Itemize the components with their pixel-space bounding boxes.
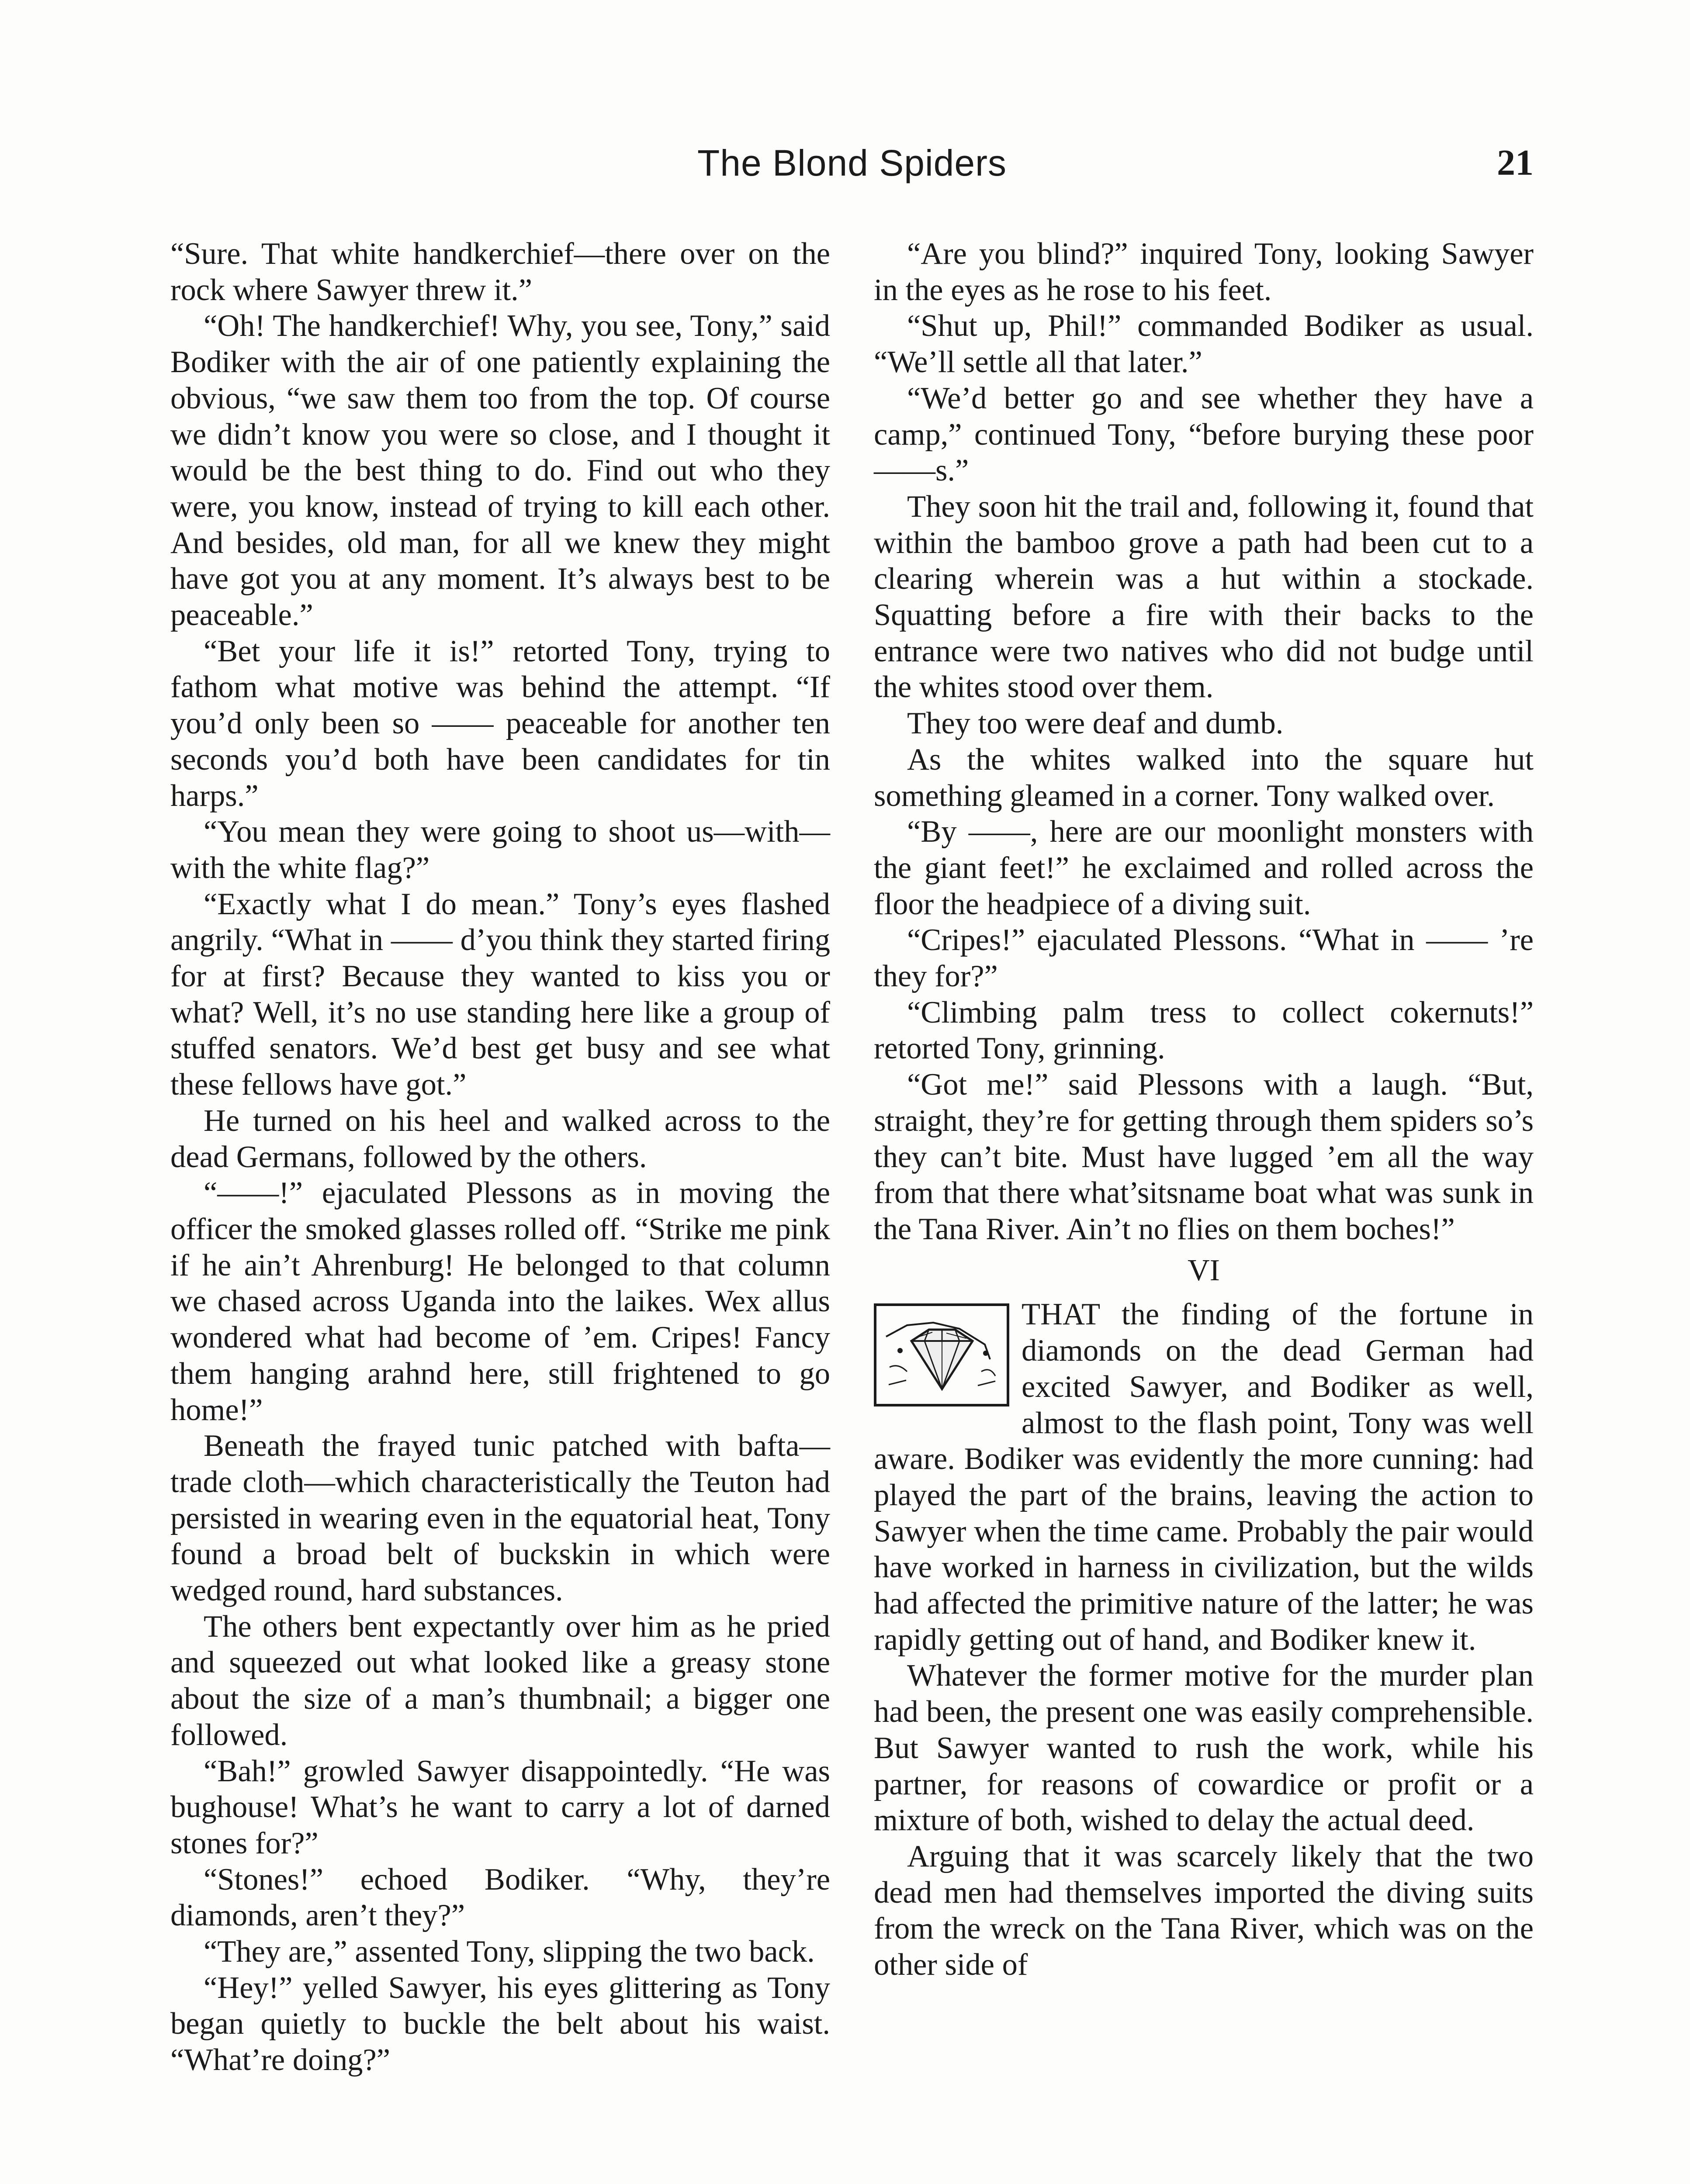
left-column — [170, 236, 830, 2078]
paragraph: “By ——, here are our moonlight monsters with the giant feet!” he exclaimed and rolled across the floor the headpiece of a diving suit. — [874, 815, 1534, 921]
paragraph: Arguing that it was scarcely likely that the two dead men had themselves imported the diving suits from the wreck on the Tana River, which was on the other side of — [874, 1839, 1534, 1982]
paragraph: “Cripes!” ejaculated Plessons. “What in —— ’re they for?” — [874, 923, 1534, 994]
dropcap-paragraph — [874, 1296, 1534, 1658]
paragraph: “Are you blind?” inquired Tony, looking Sawyer in the eyes as he rose to his feet. — [874, 237, 1534, 307]
paragraph: “Exactly what I do mean.” Tony’s eyes flashed angrily. “What in —— d’you think they started firing for at first? Because they wanted to kiss you or what? Well, it’s no use standing here like a group of stuffed senators. We’d best get busy and see what these fellows have got.” — [170, 887, 830, 1102]
dropcap-text: THAT the finding of the fortune in diamonds on the dead German had excited Sawyer, and Bodiker as well, almost to the flash point, Tony was well aware. Bodiker was evidently the more cunning: had played the part of the brains, leaving the action to Sawyer when the time came. Probably the pair would have worked in harness in civilization, but the wilds had affected the primitive nature of the latter; he was rapidly getting out of hand, and Bodiker knew it. — [874, 1297, 1534, 1657]
paragraph: The others bent expectantly over him as he pried and squeezed out what looked like a greasy stone about the size of a man’s thumbnail; a bigger one followed. — [170, 1609, 830, 1752]
diamond-icon — [874, 1303, 1009, 1406]
page-number: 21 — [1497, 142, 1534, 183]
paragraph: As the whites walked into the square hut something gleamed in a corner. Tony walked over. — [874, 742, 1534, 813]
paragraph: Beneath the frayed tunic patched with bafta—trade cloth—which characteristically the Teuton had persisted in wearing even in the equatorial heat, Tony found a broad belt of buckskin in which were wedged round, hard substances. — [170, 1429, 830, 1608]
running-title: The Blond Spiders — [697, 142, 1007, 183]
paragraph: “Oh! The handkerchief! Why, you see, Tony,” said Bodiker with the air of one patiently explaining the obvious, “we saw them too from the top. Of course we didn’t know you were so close, and I thought it would be the best thing to do. Find out who they were, you know, instead of trying to kill each other. And besides, old man, for all we knew they might have got you at any moment. It’s always best to be peaceable.” — [170, 309, 830, 632]
paragraph: “You mean they were going to shoot us—with—with the white flag?” — [170, 815, 830, 885]
paragraph: Whatever the former motive for the murder plan had been, the present one was easily comprehensible. But Sawyer wanted to rush the work, while his partner, for reasons of cowardice or profit or a mixture of both, wished to delay the actual deed. — [874, 1659, 1534, 1838]
paragraph: “We’d better go and see whether they have a camp,” continued Tony, “before burying these poor ——s.” — [874, 381, 1534, 488]
paragraph: They too were deaf and dumb. — [907, 706, 1284, 741]
page-header — [170, 139, 1534, 196]
section-heading: VI — [1188, 1253, 1220, 1287]
paragraph: “Sure. That white handkerchief—there over on the rock where Sawyer threw it.” — [170, 237, 830, 307]
paragraph: They soon hit the trail and, following it, found that within the bamboo grove a path had been cut to a clearing wherein was a hut within a stockade. Squatting before a fire with their backs to the entrance were two natives who did not budge until the whites stood over them. — [874, 489, 1534, 705]
diamond-ornament — [881, 1310, 1002, 1400]
paragraph: “Bet your life it is!” retorted Tony, trying to fathom what motive was behind the attempt. “If you’d only been so —— peaceable for another ten seconds you’d both have been candidates for tin harps.” — [170, 634, 830, 813]
paragraph: “——!” ejaculated Plessons as in moving the officer the smoked glasses rolled off. “Strike me pink if he ain’t Ahrenburg! He belonged to that column we chased across Uganda into the laikes. Wex allus wondered what had become of ’em. Cripes! Fancy them hanging arahnd here, still frightened to go home!” — [170, 1176, 830, 1427]
paragraph: “They are,” assented Tony, slipping the two back. — [204, 1935, 815, 1969]
paragraph: “Bah!” growled Sawyer disappointedly. “He was bughouse! What’s he want to carry a lot of darned stones for?” — [170, 1754, 830, 1860]
paragraph: “Hey!” yelled Sawyer, his eyes glittering as Tony began quietly to buckle the belt about his waist. “What’re doing?” — [170, 1970, 830, 2077]
right-column — [874, 236, 1534, 1983]
paragraph: “Stones!” echoed Bodiker. “Why, they’re diamonds, aren’t they?” — [170, 1862, 830, 1933]
paragraph: “Climbing palm tress to collect cokernuts!” retorted Tony, grinning. — [874, 995, 1534, 1066]
paragraph: “Shut up, Phil!” commanded Bodiker as usual. “We’ll settle all that later.” — [874, 309, 1534, 380]
paragraph: He turned on his heel and walked across to the dead Germans, followed by the others. — [170, 1103, 830, 1174]
paragraph: “Got me!” said Plessons with a laugh. “But, straight, they’re for getting through them spiders so’s they can’t bite. Must have lugged ’em all the way from that there what’sitsname boat what was sunk in the Tana River. Ain’t no flies on them boches!” — [874, 1068, 1534, 1246]
